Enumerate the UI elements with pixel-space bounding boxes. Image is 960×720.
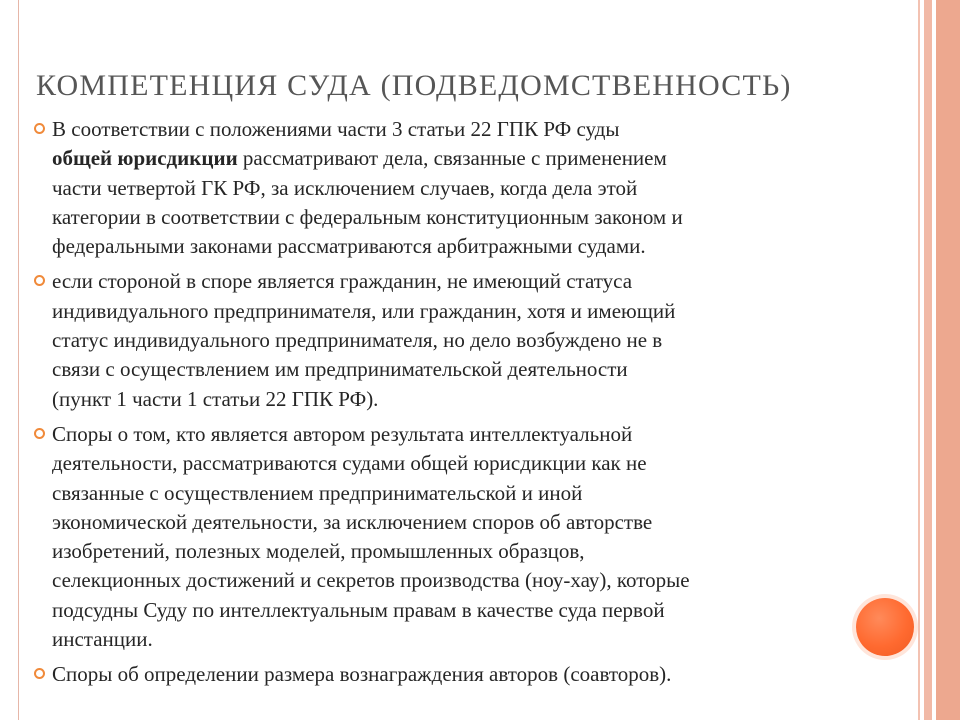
- decorative-orange-circle: [856, 598, 914, 656]
- bullet-list: [34, 115, 924, 696]
- bullet-text-4: Споры об определении размера вознаграждения авторов (соавторов).: [52, 662, 672, 687]
- bullet-circle-icon: [34, 123, 45, 134]
- left-frame-line: [18, 0, 19, 720]
- bullet-text-1-start: В соответствии с положениями части 3 статьи 22 ГПК РФ суды: [52, 117, 620, 141]
- bullet-item-1: [34, 115, 924, 261]
- bullet-item-2: [34, 267, 924, 413]
- bullet-circle-icon: [34, 275, 45, 286]
- bullet-text-3: Споры о том, кто является автором результата интеллектуальной деятельности, рассматриваются судами общей юрисдикции как не связанные с осуществлением предпринимательской и иной экономической деятельности, за исключением споров об авторстве изобретений, полезных моделей, промышленных образцов, селекционных достижений и секретов производства (ноу-хау), которые подсудны Суду по интеллектуальным правам в качестве суда первой инстанции.: [52, 421, 690, 652]
- bullet-item-3: [34, 420, 924, 654]
- bullet-text-2: если стороной в споре является гражданин, не имеющий статуса индивидуального предпринимателя, или гражданин, хотя и имеющий статус индивидуального предпринимателя, но дело возбуждено не в связи с осуществлением им предпринимательской деятельности (пункт 1 части 1 статьи 22 ГПК РФ).: [52, 269, 676, 411]
- right-stripe-medium: [924, 0, 932, 720]
- bullet-circle-icon: [34, 668, 45, 679]
- bullet-text-1-bold: общей юрисдикции: [52, 146, 238, 171]
- bullet-text-1: [52, 115, 924, 261]
- bullet-text-1-end: рассматривают дела, связанные с применением части четвертой ГК РФ, за исключением случаев, когда дела этой категории в соответствии с федеральным конституционным законом и федеральными законами рассматриваются арбитражными судами.: [52, 146, 683, 259]
- slide-title: КОМПЕТЕНЦИЯ СУДА (ПОДВЕДОМСТВЕННОСТЬ): [36, 69, 792, 102]
- bullet-circle-icon: [34, 428, 45, 439]
- bullet-item-4: [34, 660, 924, 689]
- right-stripe-wide: [936, 0, 960, 720]
